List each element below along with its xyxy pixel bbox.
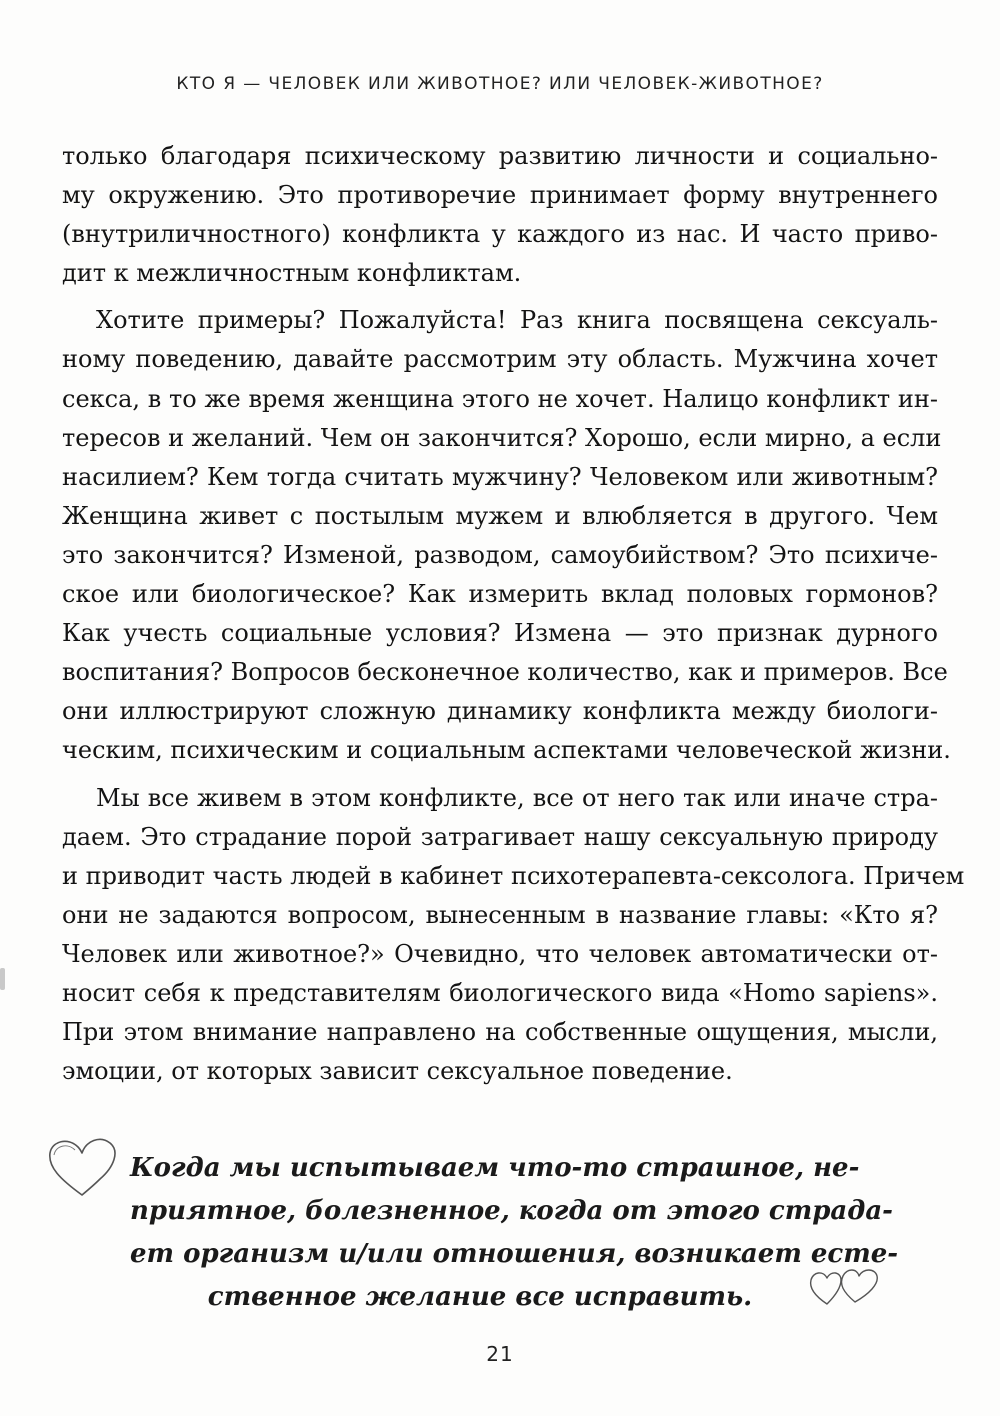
text-line: даем. Это страдание порой затрагивает нашу сексуальную природу [62, 822, 938, 851]
text-line: Человек или животное?» Очевидно, что человек автоматически от- [62, 939, 938, 968]
page-number: 21 [486, 1342, 514, 1366]
text-line: Мы все живем в этом конфликте, все от него так или иначе стра- [96, 783, 938, 812]
text-line: Как учесть социальные условия? Измена — это признак дурного [62, 619, 938, 648]
heart-outline-icon [42, 1133, 122, 1203]
text-line: ское или биологическое? Как измерить вклад половых гормонов? [62, 580, 938, 609]
text-line: (внутриличностного) конфликта у каждого из нас. И часто приво- [62, 220, 938, 249]
text-line: и приводит часть людей в кабинет психотерапевта-сексолога. Причем [62, 861, 965, 890]
running-head: КТО Я — ЧЕЛОВЕК ИЛИ ЖИВОТНОЕ? ИЛИ ЧЕЛОВЕК-ЖИВОТНОЕ? [176, 74, 824, 94]
text-line: При этом внимание направлено на собственные ощущения, мысли, [62, 1018, 938, 1047]
text-line: насилием? Кем тогда считать мужчину? Человеком или животным? [62, 462, 938, 491]
text-line: ческим, психическим и социальным аспектами человеческой жизни. [62, 736, 951, 765]
text-line: воспитания? Вопросов бесконечное количество, как и примеров. Все [62, 658, 948, 687]
pull-quote-line: Когда мы испытываем что-то страшное, не- [130, 1153, 860, 1183]
text-line: Женщина живет с постылым мужем и влюбляется в другого. Чем [62, 501, 938, 530]
text-line: они иллюстрируют сложную динамику конфликта между биологи- [62, 697, 938, 726]
double-heart-outline-icon [805, 1262, 885, 1312]
text-line: Хотите примеры? Пожалуйста! Раз книга посвящена сексуаль- [96, 306, 938, 335]
text-line: эмоции, от которых зависит сексуальное поведение. [62, 1057, 733, 1086]
text-line: секса, в то же время женщина этого не хочет. Налицо конфликт ин- [62, 384, 938, 413]
text-line: это закончится? Изменой, разводом, самоубийством? Это психиче- [62, 540, 938, 569]
pull-quote [130, 1147, 899, 1319]
text-line: дит к межличностным конфликтам. [62, 259, 522, 288]
text-line: только благодаря психическому развитию личности и социально- [62, 142, 938, 170]
pull-quote-line: ет организм и/или отношения, возникает есте- [130, 1239, 899, 1269]
scan-artifact [0, 968, 5, 990]
text-line: ному поведению, давайте рассмотрим эту область. Мужчина хочет [62, 345, 938, 374]
text-line: носит себя к представителям биологического вида «Homo sapiens». [62, 978, 938, 1007]
pull-quote-line: ственное желание все исправить. [207, 1282, 753, 1312]
pull-quote-line: приятное, болезненное, когда от этого страда- [130, 1196, 893, 1226]
body-text [62, 137, 965, 1091]
text-line: они не задаются вопросом, вынесенным в название главы: «Кто я? [62, 900, 938, 929]
text-line: тересов и желаний. Чем он закончится? Хорошо, если мирно, а если [62, 423, 942, 452]
text-line: му окружению. Это противоречие принимает форму внутреннего [62, 181, 938, 210]
